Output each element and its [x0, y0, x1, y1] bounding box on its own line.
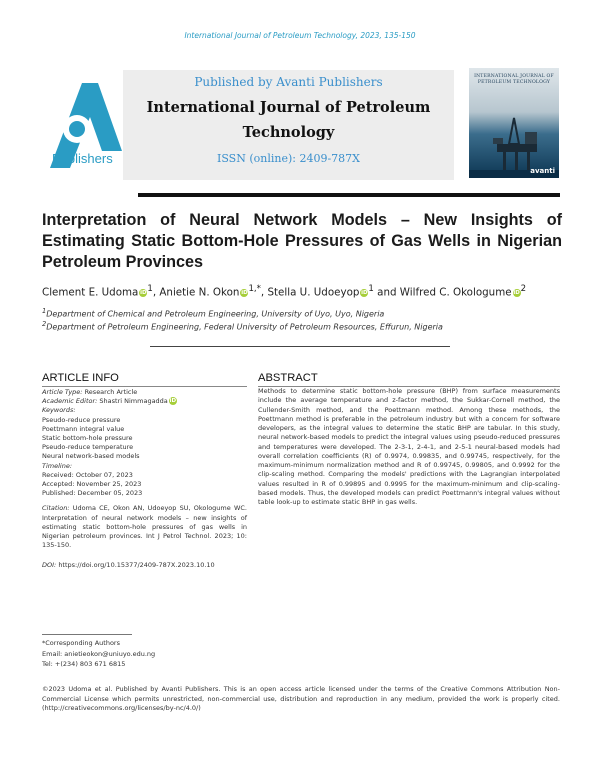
editor-label: Academic Editor:	[42, 397, 98, 406]
type-label: Article Type:	[42, 388, 83, 396]
cover-title: INTERNATIONAL JOURNAL OF PETROLEUM TECHNOLOGY	[474, 74, 554, 85]
article-info	[42, 388, 247, 571]
type-value: Research Article	[84, 388, 138, 396]
keyword: Pseudo-reduce pressure	[42, 415, 121, 424]
correspondence	[42, 638, 242, 670]
author-sup: 2	[520, 284, 527, 294]
aff-text: Department of Petroleum Engineering, Federal University of Petroleum Resources, Effurun, Nigeria	[46, 322, 443, 332]
journal-header-box	[123, 70, 454, 180]
info-rule	[42, 386, 247, 387]
keywords-label: Keywords:	[42, 406, 76, 415]
author-list	[42, 284, 562, 298]
journal-title: International Journal of Petroleum Technology	[146, 99, 431, 141]
copyright-notice: ©2023 Udoma et al. Published by Avanti Publishers. This is an open access article licensed under the terms of the Creative Commons Attribution Non-Commercial License which permits unrestricted, non-commercial use, distribution and reproduction in any medium, provided the work is properly cited. (http://creativecommons.org/licenses/by-nc/4.0/)	[42, 685, 560, 712]
author-separator: ,	[152, 286, 160, 299]
publisher-logo-text: Publishers	[52, 151, 113, 166]
timeline-label: Timeline:	[42, 461, 73, 470]
author-name: Clement E. Udoma	[42, 286, 139, 299]
author-sup: 1,*	[248, 284, 261, 294]
author-name: Wilfred C. Okologume	[399, 286, 512, 299]
corresponding-email[interactable]: Email: anietieokon@uniuyo.edu.ng	[42, 649, 156, 658]
orcid-icon[interactable]: iD	[241, 290, 248, 297]
issn: ISSN (online): 2409-787X	[216, 152, 360, 165]
abstract-text: Methods to determine static bottom-hole pressure (BHP) from surface measurements include the average temperature and z-factor method, the Sukkar-Cornell method, the Cullender-Smith method, and the Poettmann method. Among these methods, the Poettmann method is preferable in the petroleum industry but with a concern for software developers, as the integral values to determine the static BHP are tabular. In this study, neural network-based models to predict the integral values using pseudo-reduced pressures and temperatures were developed. The 2-3-1, 2-4-1, and 2-5-1 neural-based models had overall correlation coefficients (R) of 0.9974, 0.99835, and 0.99745, respectively, for the maximum-minimum normalization method and R of 0.99745, 0.99805, and 0.9992 for the clip-scaling method. Comparing the models' predictions with the Lagrangian interpolated values resulted in R of 0.99895 and 0.9995 for the maximum-minimum and clip-scaling-based models. Thus, the developed models can predict Poettmann's integral values without table look-up to estimate static BHP in gas wells.	[258, 387, 560, 506]
journal-cover	[469, 68, 559, 178]
author-separator: and	[373, 286, 400, 299]
orcid-icon[interactable]: iD	[169, 398, 177, 405]
corresponding-label: *Corresponding Authors	[42, 639, 120, 647]
timeline-entry: Published: December 05, 2023	[42, 489, 143, 498]
affiliation-1	[42, 307, 562, 319]
author-separator: ,	[260, 286, 268, 299]
header-rule	[138, 193, 560, 197]
timeline-entry: Accepted: November 25, 2023	[42, 480, 142, 489]
citation-text: Udoma CE, Okon AN, Udoeyop SU, Okologume WC. Interpretation of neural network models – new insights of estimating static bottom-hole pressures of gas wells in Nigerian petroleum provinces. Int J Petrol Technol. 2023; 10: 135-150.	[42, 504, 247, 550]
keyword: Neural network-based models	[42, 452, 140, 461]
cover-brand: avanti	[530, 167, 555, 175]
doi-link[interactable]: https://doi.org/10.15377/2409-787X.2023.10.10	[58, 561, 215, 570]
editor-value: Shastri Nimmagadda	[99, 397, 168, 406]
timeline-entry: Received: October 07, 2023	[42, 470, 133, 479]
orcid-icon[interactable]: iD	[361, 290, 368, 297]
aff-sup: 2	[42, 320, 47, 328]
section-divider	[150, 346, 450, 347]
citation-label: Citation:	[42, 504, 70, 513]
keyword: Static bottom-hole pressure	[42, 434, 133, 443]
article-title: Interpretation of Neural Network Models – New Insights of Estimating Static Bottom-Hole Pressures of Gas Wells in Nigerian Petroleum Provinces	[42, 211, 562, 271]
keyword: Poettmann integral value	[42, 424, 125, 433]
aff-text: Department of Chemical and Petroleum Engineering, University of Uyo, Uyo, Nigeria	[46, 309, 385, 319]
footnote-rule	[42, 634, 132, 635]
author-name: Anietie N. Okon	[159, 286, 240, 299]
author-name: Stella U. Udoeyop	[267, 286, 360, 299]
corresponding-tel: Tel: +(234) 803 671 6815	[42, 660, 126, 668]
aff-sup: 1	[42, 307, 47, 315]
orcid-icon[interactable]: iD	[140, 290, 147, 297]
author-sup: 1	[368, 284, 374, 294]
doi-label: DOI:	[42, 561, 57, 570]
running-header: International Journal of Petroleum Technology, 2023, 135-150	[184, 31, 416, 40]
orcid-icon[interactable]: iD	[513, 290, 520, 297]
article-info-heading: ARTICLE INFO	[42, 372, 119, 384]
author-sup: 1	[147, 284, 153, 294]
keyword: Pseudo-reduce temperature	[42, 443, 134, 452]
published-by: Published by Avanti Publishers	[194, 75, 383, 89]
abstract-heading: ABSTRACT	[258, 372, 318, 384]
affiliation-2	[42, 320, 562, 332]
